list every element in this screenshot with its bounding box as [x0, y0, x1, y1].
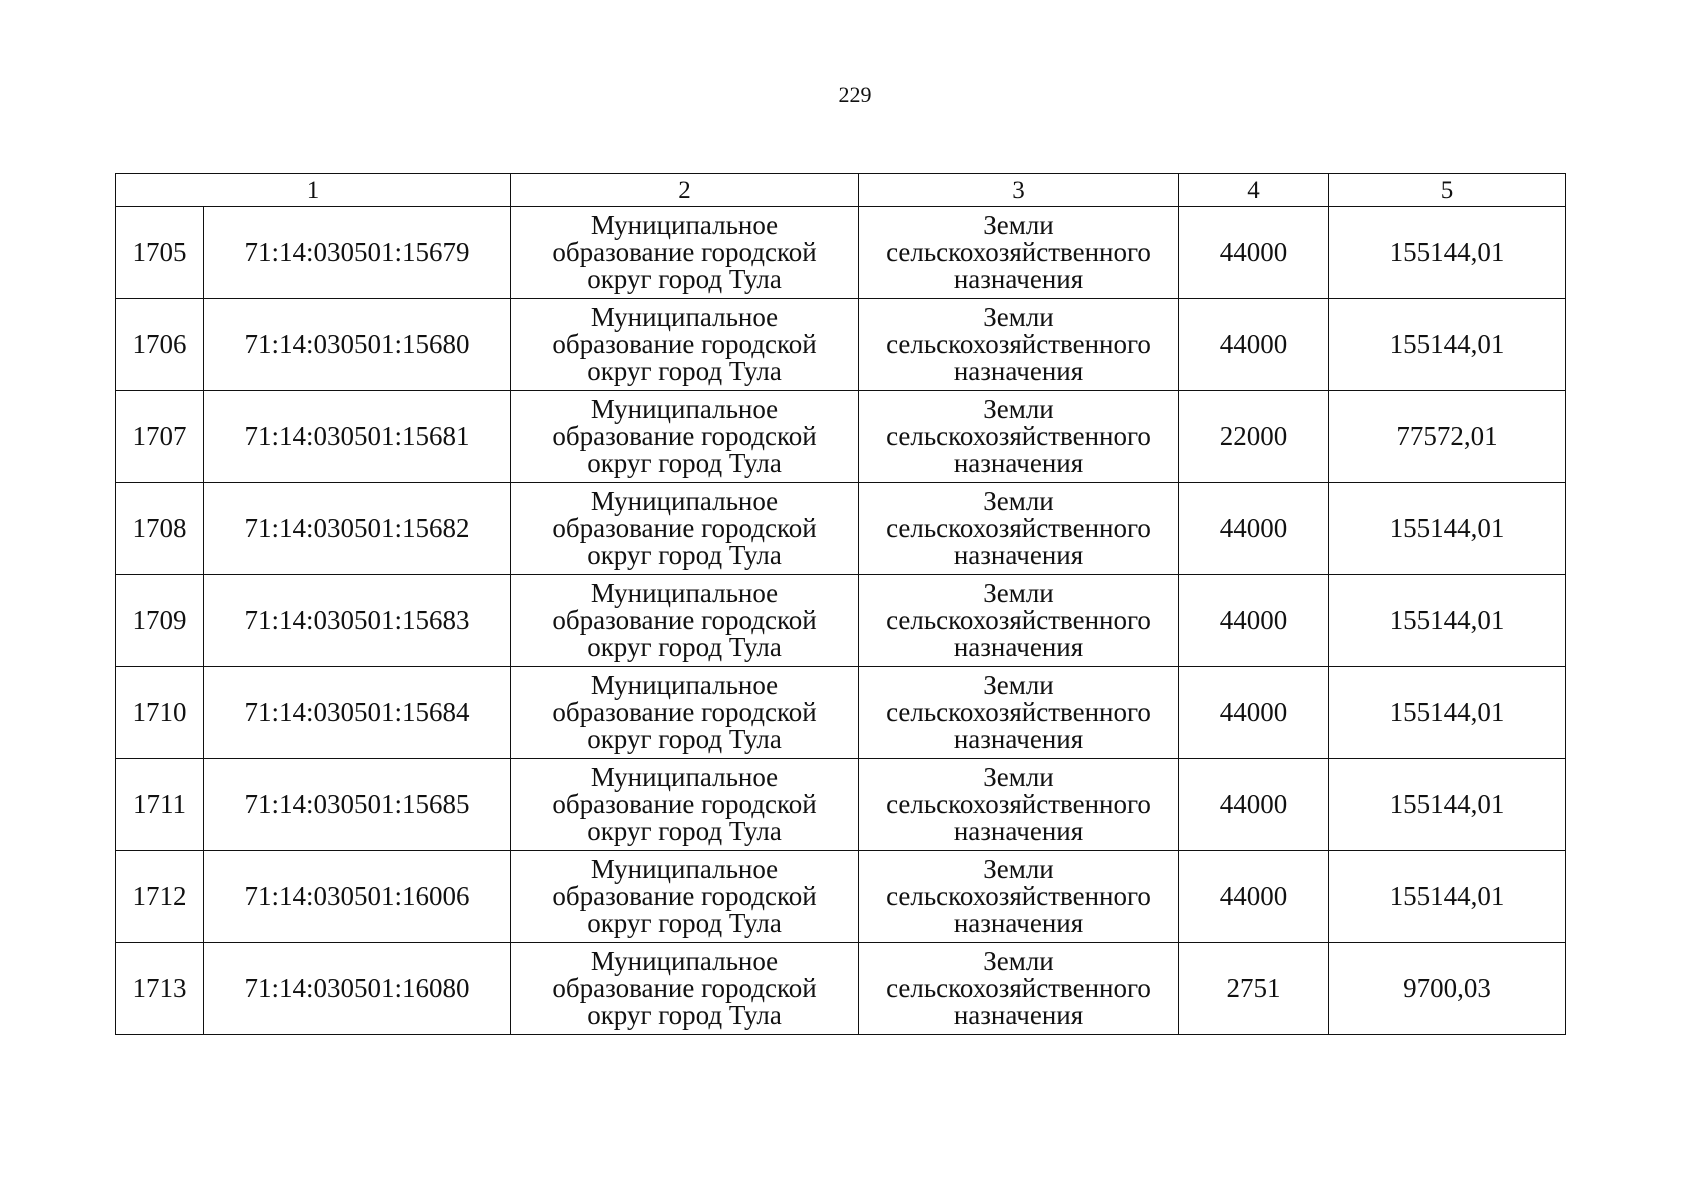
owner-cell-line: Муниципальное — [590, 670, 779, 700]
owner-cell-line: округ город Тула — [587, 632, 782, 662]
land-category-cell-line: Земли — [983, 578, 1054, 608]
land-category-cell — [859, 207, 1179, 299]
land-category-cell — [859, 759, 1179, 851]
cadastral-value-cell: 155144,01 — [1329, 299, 1566, 391]
cadastral-number-cell: 71:14:030501:15685 — [204, 759, 511, 851]
table-row — [116, 483, 1566, 575]
land-category-cell-line: назначения — [953, 264, 1084, 294]
land-category-cell-line: назначения — [953, 1000, 1084, 1030]
land-category-cell-line: сельскохозяйственного — [886, 789, 1151, 819]
table-body — [116, 207, 1566, 1035]
land-category-cell-line: Земли — [983, 670, 1054, 700]
cadastral-value-cell: 155144,01 — [1329, 207, 1566, 299]
table-row — [116, 851, 1566, 943]
table-row — [116, 299, 1566, 391]
table-row — [116, 667, 1566, 759]
cadastral-value-cell: 9700,03 — [1329, 943, 1566, 1035]
area-cell: 44000 — [1179, 299, 1329, 391]
owner-cell-line: Муниципальное — [590, 486, 779, 516]
cadastral-value-cell: 77572,01 — [1329, 391, 1566, 483]
owner-cell-line: образование городской — [552, 513, 817, 543]
land-category-cell-line: сельскохозяйственного — [886, 697, 1151, 727]
column-header-2: 2 — [511, 174, 859, 207]
land-category-cell-line: назначения — [953, 724, 1084, 754]
cadastral-value-cell: 155144,01 — [1329, 575, 1566, 667]
owner-cell-line: образование городской — [552, 329, 817, 359]
cadastral-number-cell: 71:14:030501:16006 — [204, 851, 511, 943]
area-cell: 44000 — [1179, 207, 1329, 299]
owner-cell-line: Муниципальное — [590, 578, 779, 608]
land-category-cell — [859, 575, 1179, 667]
row-number-cell: 1710 — [116, 667, 204, 759]
owner-cell-line: округ город Тула — [587, 1000, 782, 1030]
owner-cell-line: Муниципальное — [590, 854, 779, 884]
owner-cell-line: Муниципальное — [590, 394, 779, 424]
owner-cell-line: Муниципальное — [590, 762, 779, 792]
owner-cell-line: округ город Тула — [587, 264, 782, 294]
cadastral-number-cell: 71:14:030501:15682 — [204, 483, 511, 575]
land-category-cell — [859, 483, 1179, 575]
owner-cell — [511, 207, 859, 299]
owner-cell — [511, 667, 859, 759]
owner-cell-line: округ город Тула — [587, 448, 782, 478]
land-category-cell — [859, 851, 1179, 943]
owner-cell-line: образование городской — [552, 789, 817, 819]
owner-cell — [511, 575, 859, 667]
cadastral-number-cell: 71:14:030501:15683 — [204, 575, 511, 667]
land-category-cell-line: Земли — [983, 486, 1054, 516]
land-registry-table — [115, 173, 1566, 1035]
land-category-cell-line: Земли — [983, 394, 1054, 424]
owner-cell-line: образование городской — [552, 605, 817, 635]
cadastral-number-cell: 71:14:030501:16080 — [204, 943, 511, 1035]
area-cell: 44000 — [1179, 851, 1329, 943]
land-category-cell-line: сельскохозяйственного — [886, 513, 1151, 543]
land-category-cell-line: сельскохозяйственного — [886, 605, 1151, 635]
cadastral-value-cell: 155144,01 — [1329, 851, 1566, 943]
cadastral-number-cell: 71:14:030501:15681 — [204, 391, 511, 483]
owner-cell-line: округ город Тула — [587, 540, 782, 570]
owner-cell-line: Муниципальное — [590, 946, 779, 976]
land-category-cell — [859, 391, 1179, 483]
land-category-cell-line: Земли — [983, 762, 1054, 792]
owner-cell — [511, 299, 859, 391]
row-number-cell: 1707 — [116, 391, 204, 483]
row-number-cell: 1712 — [116, 851, 204, 943]
owner-cell-line: образование городской — [552, 881, 817, 911]
cadastral-number-cell: 71:14:030501:15680 — [204, 299, 511, 391]
page-number: 229 — [838, 82, 872, 107]
owner-cell-line: образование городской — [552, 421, 817, 451]
owner-cell — [511, 851, 859, 943]
owner-cell-line: округ город Тула — [587, 724, 782, 754]
owner-cell-line: образование городской — [552, 697, 817, 727]
land-category-cell-line: назначения — [953, 908, 1084, 938]
area-cell: 2751 — [1179, 943, 1329, 1035]
land-category-cell-line: назначения — [953, 632, 1084, 662]
column-header-3: 3 — [859, 174, 1179, 207]
land-category-cell — [859, 667, 1179, 759]
owner-cell-line: образование городской — [552, 973, 817, 1003]
land-category-cell-line: назначения — [953, 540, 1084, 570]
owner-cell-line: округ город Тула — [587, 816, 782, 846]
owner-cell-line: Муниципальное — [590, 302, 779, 332]
row-number-cell: 1711 — [116, 759, 204, 851]
table-row — [116, 391, 1566, 483]
owner-cell — [511, 391, 859, 483]
table-row — [116, 207, 1566, 299]
column-header-4: 4 — [1179, 174, 1329, 207]
row-number-cell: 1708 — [116, 483, 204, 575]
column-header-5: 5 — [1329, 174, 1566, 207]
land-category-cell — [859, 943, 1179, 1035]
land-category-cell-line: Земли — [983, 854, 1054, 884]
land-category-cell — [859, 299, 1179, 391]
cadastral-value-cell: 155144,01 — [1329, 759, 1566, 851]
cadastral-value-cell: 155144,01 — [1329, 483, 1566, 575]
area-cell: 22000 — [1179, 391, 1329, 483]
owner-cell — [511, 943, 859, 1035]
owner-cell-line: образование городской — [552, 237, 817, 267]
row-number-cell: 1709 — [116, 575, 204, 667]
land-category-cell-line: назначения — [953, 448, 1084, 478]
land-category-cell-line: сельскохозяйственного — [886, 421, 1151, 451]
table-row — [116, 575, 1566, 667]
land-category-cell-line: сельскохозяйственного — [886, 973, 1151, 1003]
owner-cell-line: округ город Тула — [587, 908, 782, 938]
land-category-cell-line: сельскохозяйственного — [886, 329, 1151, 359]
owner-cell — [511, 759, 859, 851]
table-row — [116, 943, 1566, 1035]
row-number-cell: 1706 — [116, 299, 204, 391]
area-cell: 44000 — [1179, 483, 1329, 575]
cadastral-value-cell: 155144,01 — [1329, 667, 1566, 759]
row-number-cell: 1705 — [116, 207, 204, 299]
owner-cell-line: Муниципальное — [590, 210, 779, 240]
cadastral-number-cell: 71:14:030501:15684 — [204, 667, 511, 759]
land-category-cell-line: Земли — [983, 946, 1054, 976]
land-category-cell-line: назначения — [953, 356, 1084, 386]
land-category-cell-line: Земли — [983, 210, 1054, 240]
area-cell: 44000 — [1179, 759, 1329, 851]
owner-cell-line: округ город Тула — [587, 356, 782, 386]
land-category-cell-line: сельскохозяйственного — [886, 237, 1151, 267]
area-cell: 44000 — [1179, 575, 1329, 667]
cadastral-number-cell: 71:14:030501:15679 — [204, 207, 511, 299]
area-cell: 44000 — [1179, 667, 1329, 759]
row-number-cell: 1713 — [116, 943, 204, 1035]
table-header-row — [116, 174, 1566, 207]
land-category-cell-line: Земли — [983, 302, 1054, 332]
owner-cell — [511, 483, 859, 575]
table-row — [116, 759, 1566, 851]
land-category-cell-line: сельскохозяйственного — [886, 881, 1151, 911]
land-category-cell-line: назначения — [953, 816, 1084, 846]
column-header-1: 1 — [116, 174, 511, 207]
